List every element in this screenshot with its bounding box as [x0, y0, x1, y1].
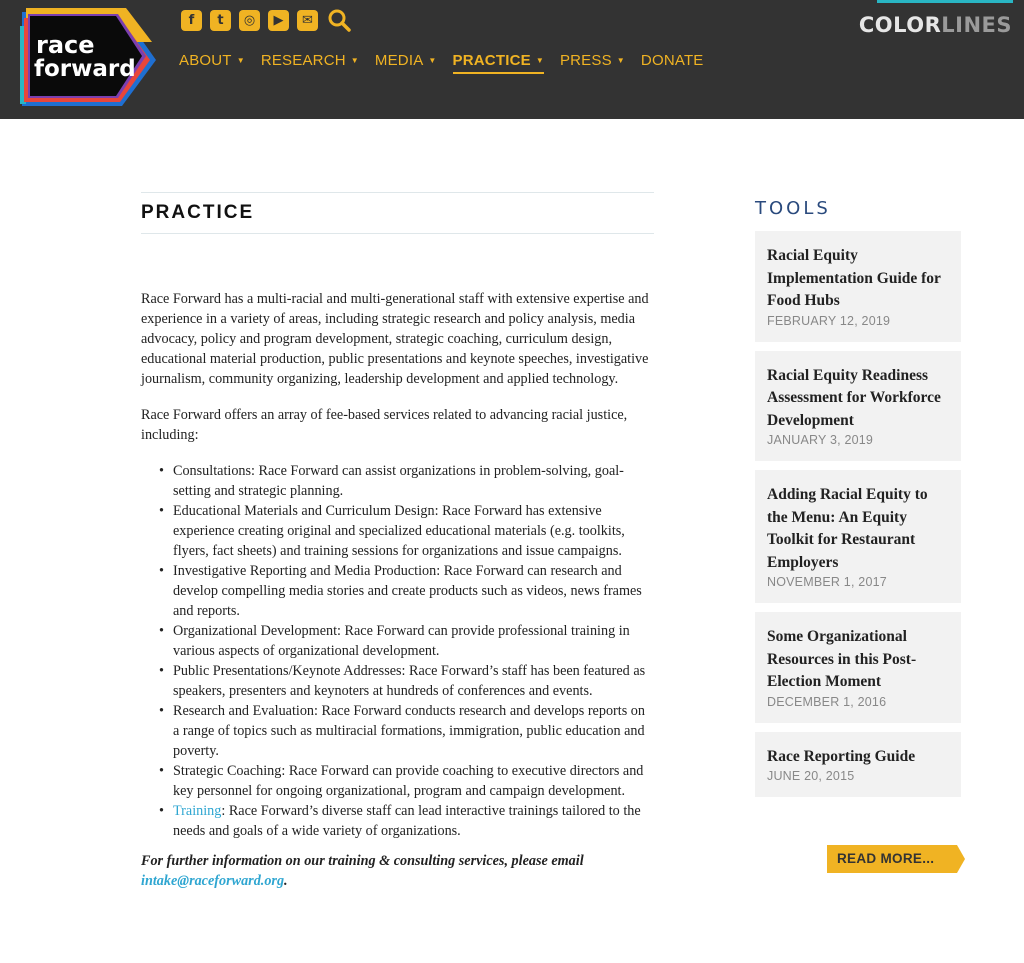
tool-card-date: FEBRUARY 12, 2019: [767, 313, 891, 328]
nav-about-label: ABOUT: [179, 52, 232, 69]
colorlines-accent-bar: [877, 0, 1013, 3]
intake-email-link[interactable]: intake@raceforward.org: [141, 873, 285, 889]
tool-card-title[interactable]: Race Reporting Guide: [767, 747, 916, 765]
nav-donate-label: DONATE: [640, 52, 704, 69]
main-nav: [179, 52, 720, 74]
list-item-training: [173, 801, 654, 841]
list-item: • Strategic Coaching: Race Forward can provide coaching to executive directors and key personnel for ongoing organizational, program and campaign development.: [173, 761, 654, 801]
nav-research[interactable]: [261, 52, 359, 74]
list-item: • Research and Evaluation: Race Forward conducts research and develops reports on a range of topics such as multiracial formations, immigration, public education and poverty.: [173, 701, 654, 761]
tool-card-date: JANUARY 3, 2019: [767, 433, 874, 447]
nav-press-label: PRESS: [559, 52, 612, 69]
colorlines-part-b: LINES: [941, 13, 1012, 37]
twitter-icon[interactable]: t: [210, 10, 231, 31]
tool-card-date: JUNE 20, 2015: [767, 769, 855, 783]
chevron-down-icon: ▼: [428, 56, 437, 65]
tool-card[interactable]: [755, 732, 961, 798]
read-more-label: READ MORE...: [837, 851, 935, 866]
logo-text-race: race: [36, 31, 95, 59]
tools-sidebar: [755, 198, 961, 806]
nav-practice-label: PRACTICE: [452, 52, 531, 69]
chevron-down-icon: ▼: [535, 56, 544, 65]
tool-card-date: NOVEMBER 1, 2017: [767, 575, 887, 589]
facebook-icon[interactable]: f: [181, 10, 202, 31]
race-forward-logo[interactable]: [18, 8, 158, 110]
offers-paragraph: Race Forward offers an array of fee-based services related to advancing racial justice, including:: [141, 407, 628, 443]
contact-note-end: .: [284, 873, 288, 889]
tool-card[interactable]: [755, 351, 961, 462]
tool-card[interactable]: [755, 612, 961, 723]
chevron-down-icon: ▼: [616, 56, 625, 65]
nav-research-label: RESEARCH: [260, 52, 346, 69]
youtube-icon[interactable]: ▶: [268, 10, 289, 31]
nav-media[interactable]: [375, 52, 437, 74]
list-item: • Public Presentations/Keynote Addresses: Race Forward’s staff has been featured as speakers, presenters and keynoters at hundreds of conferences and events.: [173, 661, 654, 701]
contact-note-text: For further information on our training & consulting services, please email: [141, 853, 584, 869]
services-list: [173, 461, 654, 841]
read-more-button[interactable]: [827, 845, 965, 873]
list-item: • Investigative Reporting and Media Production: Race Forward can research and develop compelling media stories and create products such as videos, news frames and reports.: [173, 561, 654, 621]
tool-card[interactable]: [755, 470, 961, 603]
training-text: : Race Forward’s diverse staff can lead interactive trainings tailored to the needs and goals of a wide variety of organizations.: [173, 803, 641, 839]
tool-card-title[interactable]: Racial Equity Implementation Guide for Food Hubs: [767, 247, 941, 309]
list-item: • Organizational Development: Race Forward can provide professional training in various aspects of organizational development.: [173, 621, 654, 661]
email-icon[interactable]: ✉: [297, 10, 318, 31]
contact-note: [141, 851, 654, 891]
tools-heading: TOOLS: [755, 198, 831, 219]
colorlines-part-a: COLOR: [858, 13, 942, 37]
page-title-bar: [141, 192, 654, 234]
chevron-down-icon: ▼: [236, 56, 245, 65]
nav-about[interactable]: [179, 52, 245, 74]
nav-media-label: MEDIA: [374, 52, 424, 69]
logo-text-forward: forward: [34, 56, 136, 82]
nav-press[interactable]: [560, 52, 625, 74]
site-header: [0, 0, 1024, 119]
social-links: [181, 7, 352, 33]
main-content: [141, 192, 654, 907]
tool-card-date: DECEMBER 1, 2016: [767, 694, 887, 709]
tool-card-title[interactable]: Some Organizational Resources in this Post-Election Moment: [767, 628, 917, 690]
instagram-icon[interactable]: ◎: [239, 10, 260, 31]
tool-card-title[interactable]: Adding Racial Equity to the Menu: An Equity Toolkit for Restaurant Employers: [767, 486, 928, 571]
page-title: PRACTICE: [141, 202, 255, 223]
training-link[interactable]: Training: [173, 803, 222, 819]
nav-donate[interactable]: [641, 52, 704, 74]
list-item: • Educational Materials and Curriculum Design: Race Forward has extensive experience creating original and specialized educational materials (e.g. toolkits, flyers, fact sheets) and training sessions for organizations and issue campaigns.: [173, 501, 654, 561]
list-item: • Consultations: Race Forward can assist organizations in problem-solving, goal-setting and strategic planning.: [173, 461, 654, 501]
article-body: [141, 289, 654, 891]
chevron-down-icon: ▼: [350, 56, 359, 65]
nav-practice[interactable]: [453, 52, 544, 74]
tool-card-title[interactable]: Racial Equity Readiness Assessment for Workforce Development: [767, 366, 941, 429]
tool-card[interactable]: [755, 231, 961, 342]
colorlines-logo[interactable]: [859, 13, 1012, 37]
search-icon[interactable]: [326, 7, 352, 33]
intro-paragraph: Race Forward has a multi-racial and multi-generational staff with extensive expertise and experience in a variety of areas, including strategic research and policy analysis, media advocacy, policy and program development, strategic coaching, curriculum design, educational material production, public presentations and keynote speeches, investigative journalism, community organizing, leadership development and applied technology.: [141, 291, 649, 387]
